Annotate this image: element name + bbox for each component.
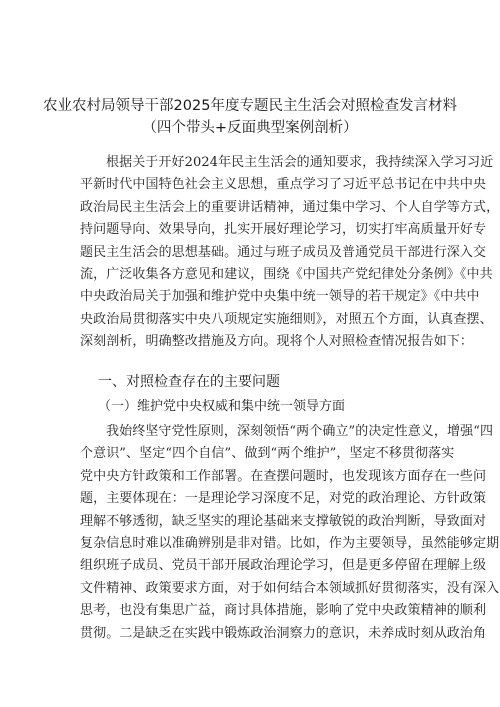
paragraph-line: 思考，也没有集思广益，商讨具体措施，影响了党中央政策精神的顺利 [80,603,487,619]
paragraph-line: 中央政治局关于加强和维护党中央集中统一领导的若干规定》《中共中 [80,289,480,305]
paragraph-line: 复杂信息时难以准确辨别是非对错。比如，作为主要领导，虽然能够定期 [80,535,500,551]
paragraph-line: 我始终坚守党性原则，深刻领悟“两个确立”的决定性意义，增强“四 [106,424,494,439]
paragraph-line: 理解不够透彻，缺乏坚实的理论基础来支撑敏锐的政治判断，导致面对 [80,513,487,529]
paragraph-line: 根据关于开好2024年民主生活会的通知要求，我持续深入学习习近 [106,155,494,170]
paragraph-line: 组织班子成员、党员干部开展政治理论学习，但是更多停留在理解上级 [80,558,487,574]
paragraph-line: 政治局民主生活会上的重要讲话精神，通过集中学习、个人自学等方式， [80,199,500,215]
paragraph-line: 持问题导向、效果导向，扎实开展好理论学习，切实打牢高质量开好专 [80,222,487,238]
document-subtitle: （四个带头+反面典型案例剖析） [142,120,358,136]
paragraph-line: 平新时代中国特色社会主义思想，重点学习了习近平总书记在中共中央 [80,177,487,193]
section-heading: 一、对照检查存在的主要问题 [98,374,280,390]
paragraph-line: 深刻剖析，明确整改措施及方向。现将个人对照检查情况报告如下： [80,334,474,350]
intro-paragraph [80,152,500,354]
document-title: 农业农村局领导干部2025年度专题民主生活会对照检查发言材料 [43,98,457,114]
paragraph-line: 文件精神、政策要求方面，对于如何结合本领域抓好贯彻落实，没有深入 [80,580,500,596]
paragraph-line: 央政治局贯彻落实中央八项规定实施细则》，对照五个方面，认真查摆、 [80,311,493,327]
paragraph-line: 题民主生活会的思想基础。通过与班子成员及普通党员干部进行深入交 [80,244,487,260]
paragraph-line: 流，广泛收集各方意见和建议，围绕《中国共产党纪律处分条例》《中共 [80,266,493,282]
paragraph-line: 党中央方针政策和工作部署。在查摆问题时，也发现该方面存在一些问 [80,468,487,484]
paragraph-line: 题，主要体现在：一是理论学习深度不足，对党的政治理论、方针政策 [80,491,487,507]
subsection-heading: （一）维护党中央权威和集中统一领导方面 [98,399,346,414]
paragraph-line: 个意识”、坚定“四个自信”、做到“两个维护”，坚定不移贯彻落实 [80,446,455,462]
paragraph-line: 贯彻。二是缺乏在实践中锻炼政治洞察力的意识，未养成时刻从政治角 [80,625,487,641]
section-paragraph [80,421,500,645]
